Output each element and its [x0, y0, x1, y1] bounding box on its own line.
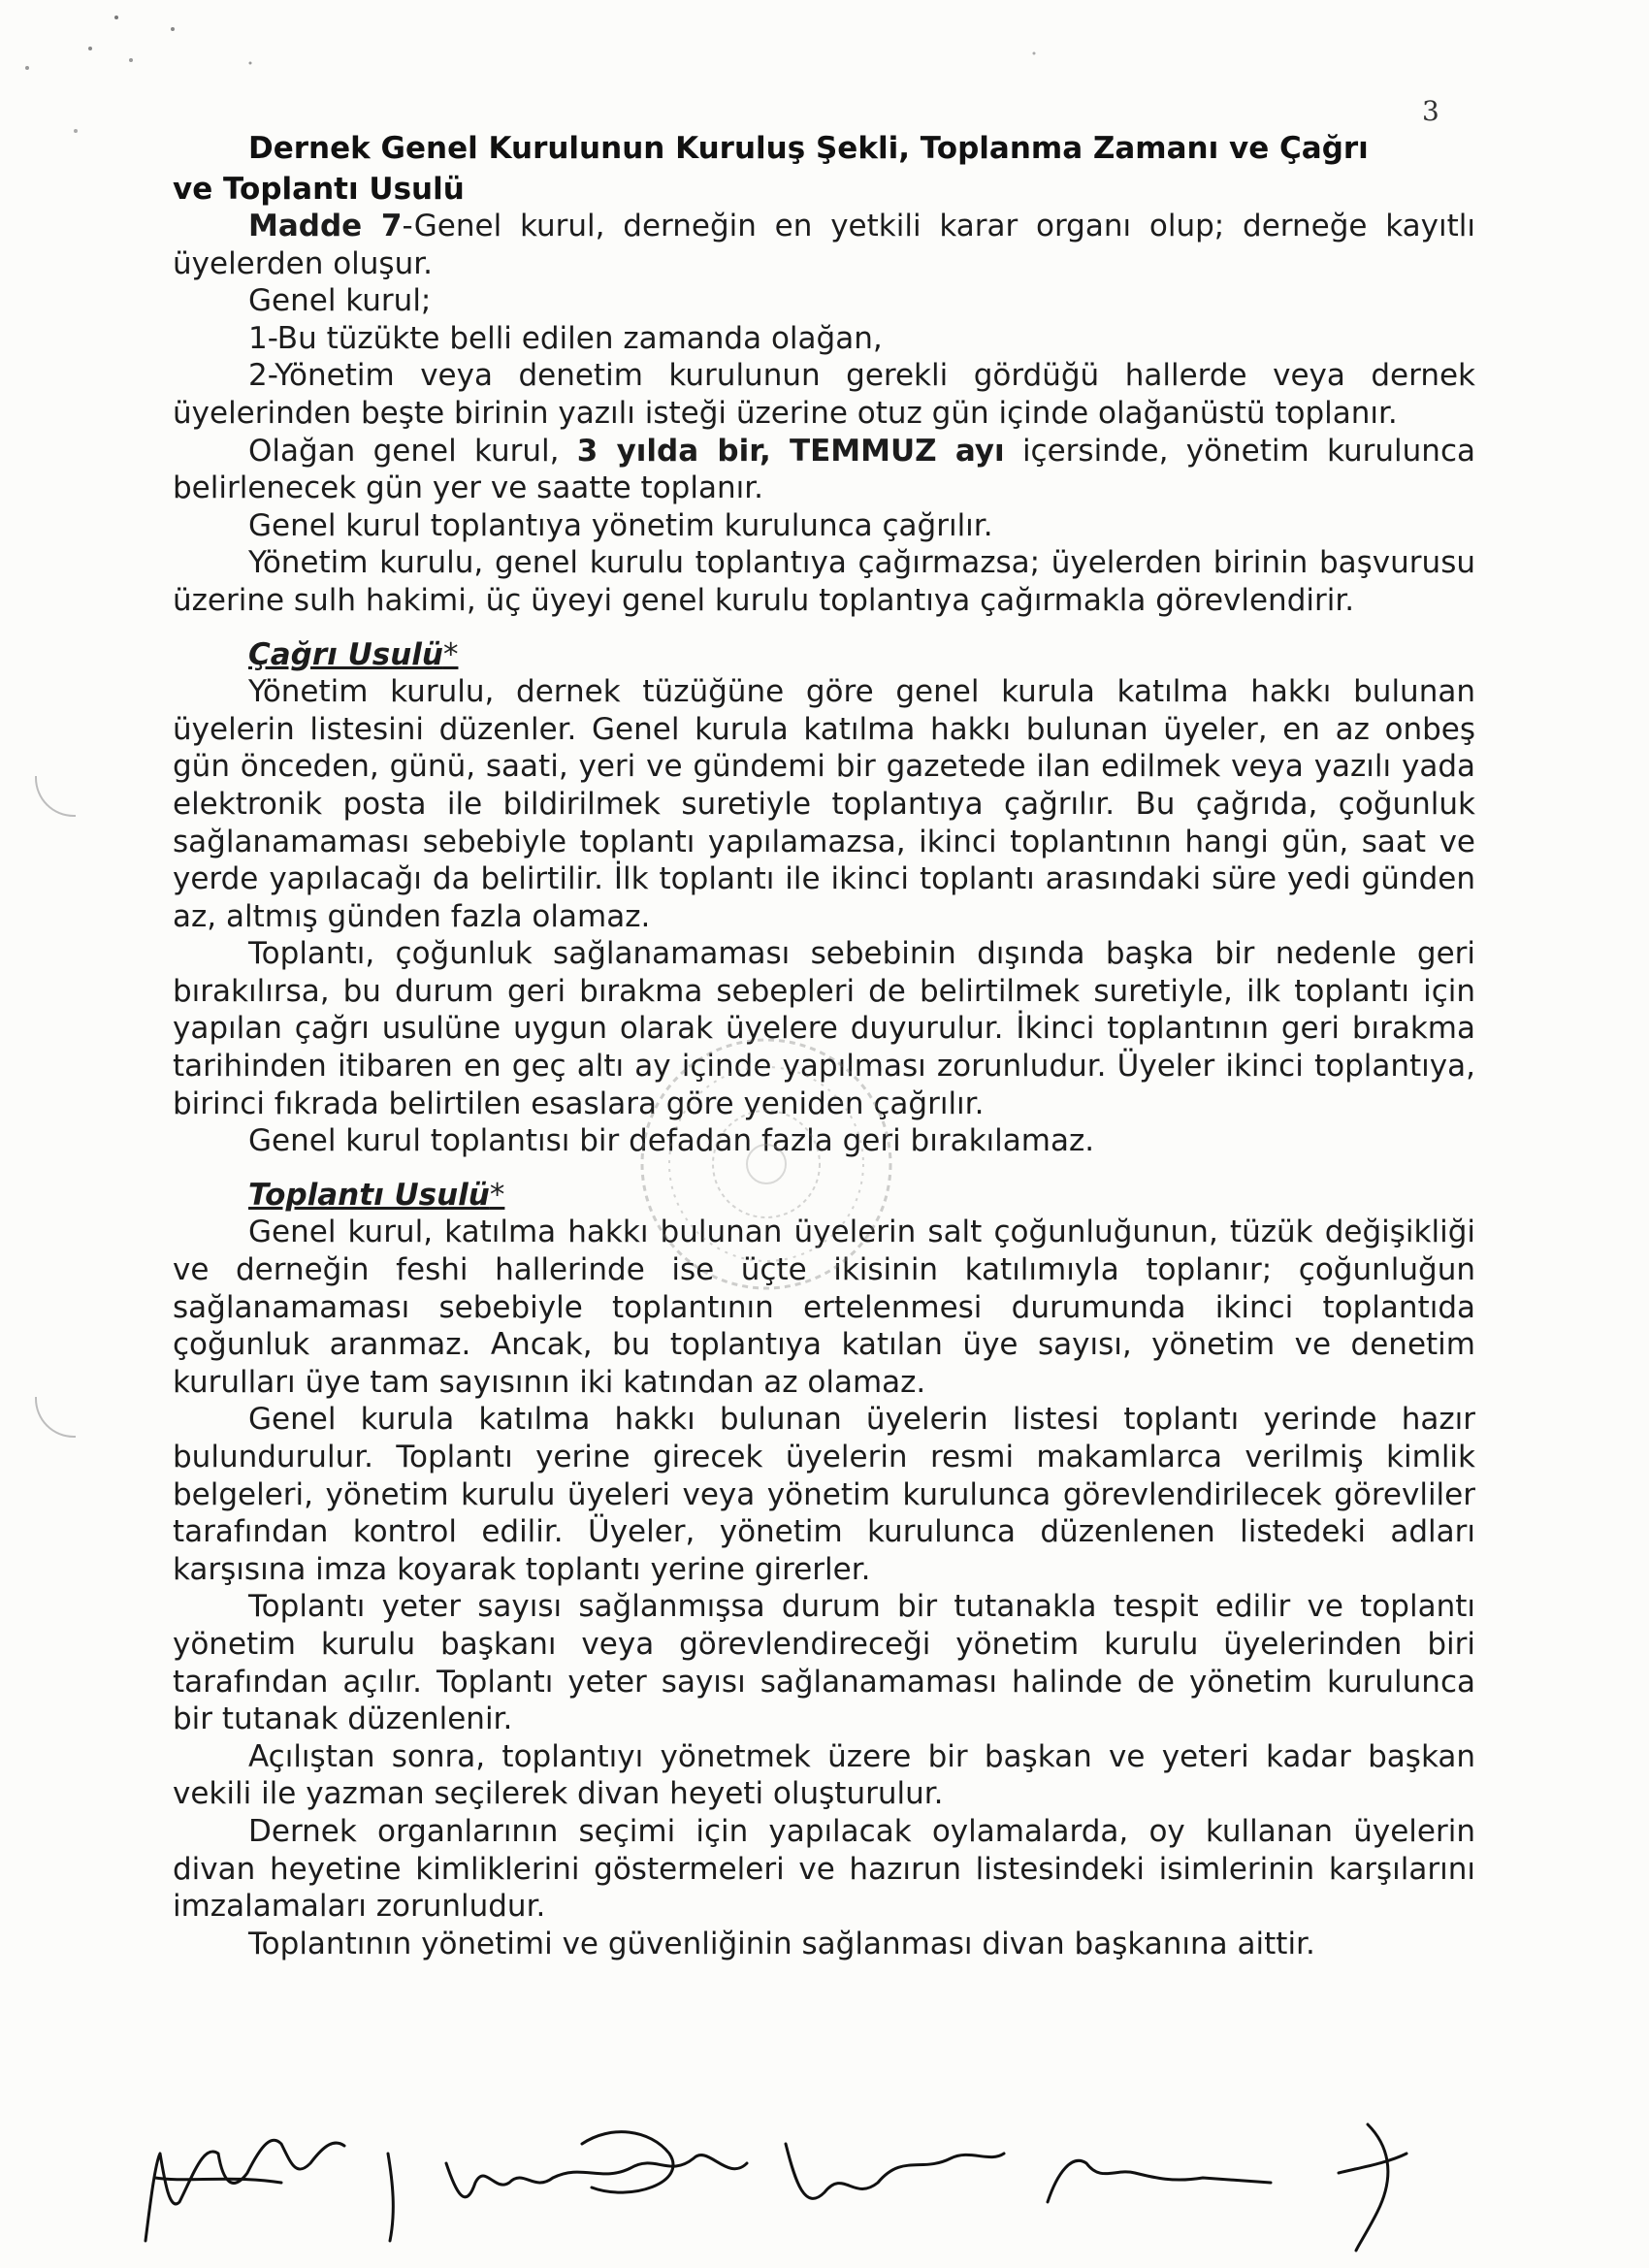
olagan-text-before: Olağan genel kurul, [248, 433, 577, 469]
paragraph: Dernek organlarının seçimi için yapılacak oylamalarda, oy kullanan üyelerin divan heyetine kimliklerini göstermeleri ve hazırun listesindeki isimlerinin karşılarını imzalamaları zorunludur. [173, 1813, 1475, 1925]
title-line-1: Dernek Genel Kurulunun Kuruluş Şekli, Toplanma Zamanı ve Çağrı [248, 131, 1369, 166]
olagan-paragraph [173, 433, 1475, 507]
signature-1-tail [155, 2178, 281, 2183]
signature-4 [786, 2144, 1004, 2198]
signature-6 [1356, 2124, 1388, 2251]
paragraph: Toplantının yönetimi ve güvenliğinin sağlanması divan başkanına aittir. [248, 1926, 1315, 1961]
signature-2 [388, 2154, 393, 2241]
footnote-star: * [489, 1177, 505, 1213]
signature-3 [446, 2155, 747, 2197]
cagri-heading-text: Çağrı Usulü [248, 636, 443, 672]
paragraph: Yönetim kurulu, dernek tüzüğüne göre genel kurula katılma hakkı bulunan üyelerin listesini düzenler. Genel kurula katılma hakkı bulunan üyeler, en az onbeş gün önceden, günü, saati, yeri ve gündemi bir gazetede ilan edilmek veya yazılı yada elektronik posta ile bildirilmek suretiyle toplantıya çağrılır. Bu çağrıda, çoğunluk sağlanamaması sebebiyle toplantı yapılamazsa, ikinci toplantının hangi gün, saat ve yerde yapılacağı da belirtilir. İlk toplantı ile ikinci toplantı arasındaki süre yedi günden az, altmış günden fazla olamaz. [173, 674, 1475, 934]
signature-6-b [1339, 2154, 1406, 2173]
paragraph: Genel kurul; [248, 283, 432, 319]
signature-5 [1048, 2160, 1271, 2202]
signature-3-loop [582, 2132, 673, 2192]
paragraph: 2-Yönetim veya denetim kurulunun gerekli gördüğü hallerde veya dernek üyelerinden beşte birinin yazılı isteği üzerine otuz gün içinde olağanüstü toplanır. [173, 358, 1475, 431]
official-stamp [630, 1028, 902, 1300]
paragraph: Toplantı yeter sayısı sağlanmışsa durum bir tutanakla tespit edilir ve toplantı yönetim kurulu başkanı veya görevlendireceği yönetim kurulu üyelerinden biri tarafından açılır. Toplantı yeter sayısı sağlanamaması halinde de yönetim kurulunca bir tutanak düzenlenir. [173, 1589, 1475, 1737]
paragraph: Yönetim kurulu, genel kurulu toplantıya çağırmazsa; üyelerden birinin başvurusu üzerine sulh hakimi, üç üyeyi genel kurulu toplantıya çağırmakla görevlendirir. [173, 545, 1475, 618]
paragraph: Toplantı, çoğunluk sağlanamaması sebebinin dışında başka bir nedenle geri bırakılırsa, bu durum geri bırakma sebepleri de belirtilmek suretiyle, ilk toplantı için yapılan çağrı usulüne uygun olarak üyelere duyurulur. İkinci toplantının geri bırakma tarihinden itibaren en geç altı ay içinde yapılması zorunludur. Üyeler ikinci toplantıya, birinci fıkrada belirtilen esaslara göre yeniden çağrılır. [173, 936, 1475, 1121]
binder-hole-top [35, 776, 76, 817]
madde-text: -Genel kurul, derneğin en yetkili karar organı olup; derneğe kayıtlı üyelerden oluşur. [173, 209, 1475, 281]
paragraph: Genel kurula katılma hakkı bulunan üyelerin listesi toplantı yerinde hazır bulundurulur. Toplantı yerine girecek üyelerin resmi makamlarca verilmiş kimlik belgeleri, yönetim kurulu üyeleri veya yönetim kurulunca görevlendirilecek görevliler tarafından kontrol edilir. Üyeler, yönetim kurulunca düzenlenen listedeki adları karşısına imza koyarak toplantı yerine girerler. [173, 1402, 1475, 1587]
paragraph: Genel kurul, katılma hakkı bulunan üyelerin salt çoğunluğunun, tüzük değişikliği ve derneğin feshi hallerinde ise üçte ikisinin katılımıyla toplanır; çoğunluğun sağlanamaması sebebiyle toplantının ertelenmesi durumunda ikinci toplantıda çoğunluk aranmaz. Ancak, bu toplantıya katılan üye sayısı, yönetim ve denetim kurulları üye tam sayısının iki katından az olamaz. [173, 1215, 1475, 1400]
footnote-star: * [442, 636, 459, 672]
title-line-2: ve Toplantı Usulü [173, 172, 465, 207]
paragraph: Genel kurul toplantısı bir defadan fazla geri bırakılamaz. [248, 1123, 1095, 1159]
paragraph: Genel kurul toplantıya yönetim kurulunca çağrılır. [248, 507, 993, 543]
page-number: 3 [1422, 95, 1439, 127]
olagan-text-after: içersinde, yönetim kurulunca belirlenecek gün yer ve saatte toplanır. [173, 433, 1475, 506]
toplanti-heading-text: Toplantı Usulü [248, 1177, 490, 1213]
signatures [126, 2086, 1445, 2260]
olagan-bold-text: 3 yılda bir, TEMMUZ ayı [576, 433, 1005, 469]
cagri-heading [173, 636, 1475, 674]
binder-hole-bottom [35, 1397, 76, 1438]
signature-1 [146, 2140, 344, 2241]
paragraph: Açılıştan sonra, toplantıyı yönetmek üzere bir başkan ve yeteri kadar başkan vekili ile yazman seçilerek divan heyeti oluşturulur. [173, 1738, 1475, 1812]
madde-paragraph [173, 208, 1475, 282]
paragraph: 1-Bu tüzükte belli edilen zamanda olağan, [248, 320, 883, 356]
section-title [173, 128, 1492, 210]
madde-label: Madde 7 [248, 209, 403, 243]
